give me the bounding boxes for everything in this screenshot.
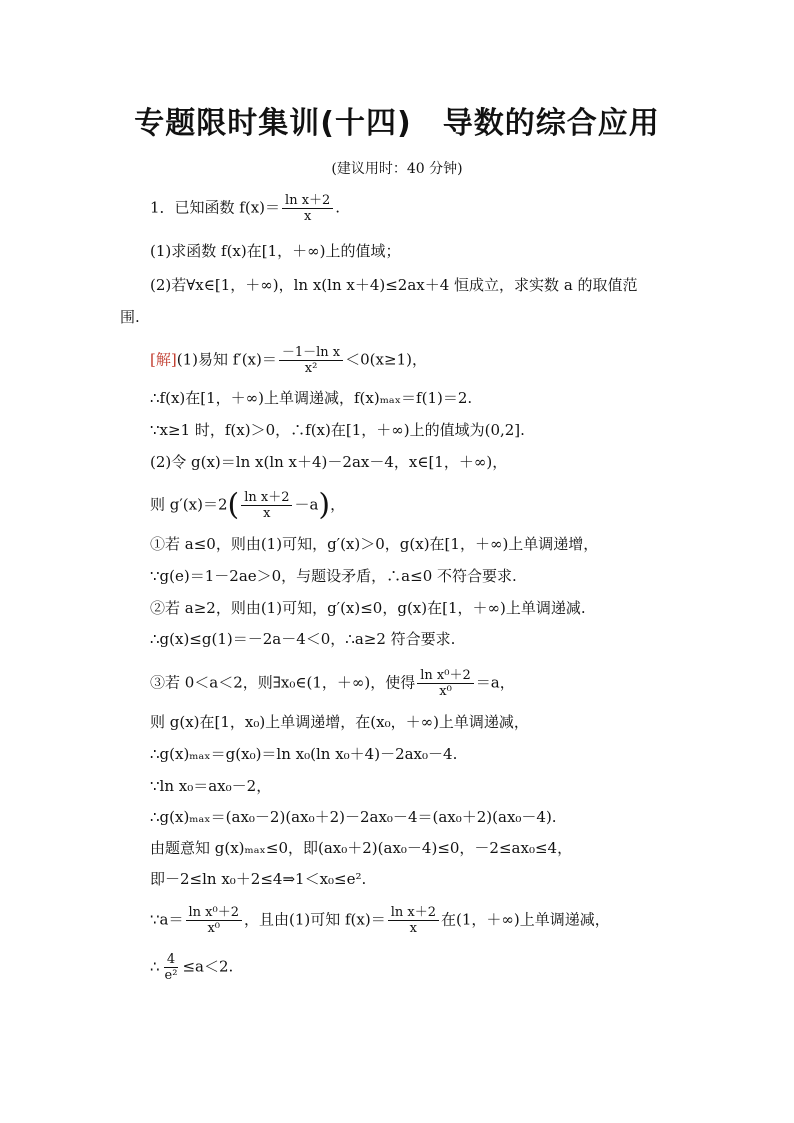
final-answer: ∴ $\frac{4}{\text{e²}}$ ≤a＜2.	[150, 952, 234, 983]
solution-step-4: (2)令 g(x)＝ln x(ln x＋4)－2ax－4，x∈[1，＋∞)，	[150, 453, 508, 471]
problem-part-1: (1)求函数 f(x)在[1，＋∞)上的值域；	[150, 242, 401, 260]
solution-step-1: [解](1)易知 f′(x)＝ $\frac{\text{－1－ln x}}{\text{x²}}$ ＜0(x≥1)，	[150, 345, 427, 376]
solution-step-3: ∵x≥1 时，f(x)＞0，∴f(x)在[1，＋∞)上的值域为(0,2].	[150, 421, 525, 439]
fraction: $\frac{4}{\text{e²}}$	[164, 952, 178, 983]
solution-step-2: ∴f(x)在[1，＋∞)上单调递减，f(x)ₘₐₓ＝f(1)＝2.	[150, 389, 473, 407]
fraction: $\frac{\text{ln x＋2}}{x}$	[388, 905, 439, 936]
case-3-monotonic: 则 g(x)在[1，x₀)上单调递增，在(x₀，＋∞)上单调递减，	[150, 713, 529, 731]
case-2-conclusion: ∴g(x)≤g(1)＝－2a－4＜0，∴a≥2 符合要求.	[150, 630, 456, 648]
case-3-condition: 由题意知 g(x)ₘₐₓ≤0，即(ax₀＋2)(ax₀－4)≤0，－2≤ax₀≤4，	[150, 839, 573, 857]
solution-tag: [解]	[150, 350, 177, 369]
fraction: $\frac{\text{－1－ln x}}{\text{x²}}$	[279, 345, 343, 376]
case-3-range: 即－2≤ln x₀＋2≤4⇒1＜x₀≤e².	[150, 870, 367, 888]
problem-part-2: (2)若∀x∈[1，＋∞)，ln x(ln x＋4)≤2ax＋4 恒成立，求实数 a 的取值范	[150, 276, 638, 294]
problem-part-2-cont: 围.	[120, 308, 140, 326]
fraction: $\frac{\text{ln x⁰＋2}}{\text{x⁰}}$	[186, 905, 242, 936]
case-2: ②若 a≥2，则由(1)可知，g′(x)≤0，g(x)在[1，＋∞)上单调递减.	[150, 599, 586, 617]
case-3-a-expression: ∵a＝ $\frac{\text{ln x⁰＋2}}{\text{x⁰}}$ ，且由(1)可知 f(x)＝ $\frac{\text{ln x＋2}}{x}$ 在(1，＋∞)上单调递减，	[150, 905, 610, 936]
fraction: $\frac{\text{ln x＋2}}{x}$	[282, 193, 333, 224]
case-3: ③若 0＜a＜2，则∃x₀∈(1，＋∞)，使得 $\frac{\text{ln x⁰＋2}}{\text{x⁰}}$ ＝a，	[150, 668, 515, 699]
case-1: ①若 a≤0，则由(1)可知，g′(x)＞0，g(x)在[1，＋∞)上单调递增，	[150, 535, 599, 553]
fraction: $\frac{\text{ln x＋2}}{x}$	[241, 490, 292, 521]
case-3-max: ∴g(x)ₘₐₓ＝g(x₀)＝ln x₀(ln x₀＋4)－2ax₀－4.	[150, 745, 458, 763]
case-3-factor: ∴g(x)ₘₐₓ＝(ax₀－2)(ax₀＋2)－2ax₀－4＝(ax₀＋2)(ax₀－4).	[150, 808, 557, 826]
suggested-time: (建议用时：40 分钟)	[331, 161, 463, 177]
case-1-conclusion: ∵g(e)＝1－2ae＞0，与题设矛盾，∴a≤0 不符合要求.	[150, 567, 517, 585]
problem-stem: 1．已知函数 f(x)＝ $\frac{\text{ln x＋2}}{x}$ .	[150, 193, 341, 224]
fraction: $\frac{\text{ln x⁰＋2}}{\text{x⁰}}$	[417, 668, 473, 699]
case-3-substitution: ∵ln x₀＝ax₀－2，	[150, 777, 272, 795]
solution-step-5: 则 g′(x)＝2( $\frac{\text{ln x＋2}}{x}$ －a)，	[150, 487, 346, 523]
page-title: 专题限时集训(十四) 导数的综合应用	[134, 106, 660, 141]
